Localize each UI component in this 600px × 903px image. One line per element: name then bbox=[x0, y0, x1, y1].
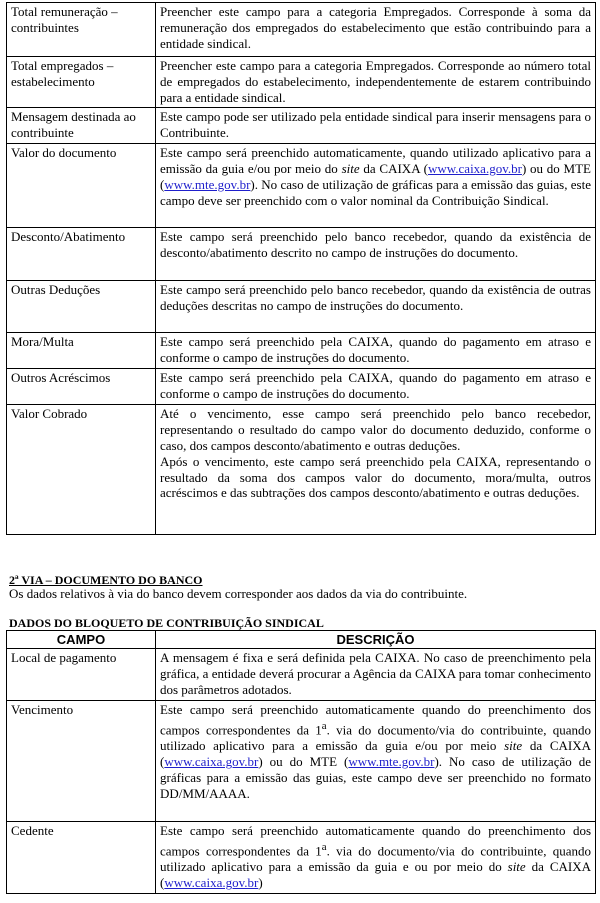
table-row bbox=[7, 649, 596, 701]
field-description: Este campo será preenchido automaticamente quando do preenchimento dos campos correspondentes da 1$^a$. via do documento/via do contribuinte, quando utilizado aplicativo para a emissão da guia e ou por meio do site da CAIXA (www.caixa.gov.br) bbox=[156, 822, 596, 894]
bloqueto-table bbox=[6, 630, 596, 894]
field-description: Preencher este campo para a categoria Empregados. Corresponde à soma da remuneração dos empregados do estabelecimento que estão contribuindo para a entidade sindical. bbox=[156, 3, 596, 57]
field-name: Outras Deduções bbox=[7, 281, 156, 333]
field-description: Este campo será preenchido pela CAIXA, quando do pagamento em atraso e conforme o campo de instruções do documento. bbox=[156, 333, 596, 369]
table-row bbox=[7, 701, 596, 822]
field-description: Este campo será preenchido automaticamente quando do preenchimento dos campos correspondentes da 1$^a$. via do documento/via do contribuinte, quando utilizado aplicativo para a emissão da guia e/ou por meio site da CAIXA (www.caixa.gov.br) ou do MTE (www.mte.gov.br). No caso de utilização de gráficas para a emissão das guias, este campo deve ser preenchido no formato DD/MM/AAAA. bbox=[156, 701, 596, 822]
section-title: DADOS DO BLOQUETO DE CONTRIBUIÇÃO SINDICAL bbox=[9, 616, 324, 630]
field-description: Preencher este campo para a categoria Empregados. Corresponde ao número total de empregados do estabelecimento, independentemente de estarem contribuindo para a entidade sindical. bbox=[156, 57, 596, 108]
table-header bbox=[7, 631, 596, 649]
column-header-campo: CAMPO bbox=[7, 631, 156, 649]
table-row bbox=[7, 405, 596, 535]
field-description: Este campo será preenchido automaticamente, quando utilizado aplicativo para a emissão da guia e/ou por meio do site da CAIXA (www.caixa.gov.br) ou do MTE (www.mte.gov.br). No caso de utilização de gráficas para a emissão das guias, este campo deve ser preenchido com o valor nominal da Contribuição Sindical. bbox=[156, 144, 596, 228]
column-header-descricao: DESCRIÇÃO bbox=[156, 631, 596, 649]
table-row bbox=[7, 144, 596, 228]
mte-link[interactable]: www.mte.gov.br bbox=[164, 176, 251, 192]
section-title: 2ª VIA – DOCUMENTO DO BANCO bbox=[9, 573, 203, 587]
table-row bbox=[7, 57, 596, 108]
field-name: Total remuneração – contribuintes bbox=[7, 3, 156, 57]
fields-table bbox=[6, 2, 596, 535]
table-row bbox=[7, 228, 596, 281]
field-name: Vencimento bbox=[7, 701, 156, 822]
caixa-link[interactable]: www.caixa.gov.br bbox=[164, 875, 259, 891]
caixa-link[interactable]: www.caixa.gov.br bbox=[164, 754, 259, 770]
field-name: Local de pagamento bbox=[7, 649, 156, 701]
table-row bbox=[7, 333, 596, 369]
section-text: Os dados relativos à via do banco devem corresponder aos dados da via do contribuinte. bbox=[9, 586, 468, 601]
field-description: Este campo será preenchido pelo banco recebedor, quando da existência de outras deduções descritas no campo de instruções do documento. bbox=[156, 281, 596, 333]
field-name: Cedente bbox=[7, 822, 156, 894]
field-description: A mensagem é fixa e será definida pela CAIXA. No caso de preenchimento pela gráfica, a entidade deverá procurar a Agência da CAIXA para tomar conhecimento dos parâmetros adotados. bbox=[156, 649, 596, 701]
field-name: Mora/Multa bbox=[7, 333, 156, 369]
field-name: Valor do documento bbox=[7, 144, 156, 228]
table-row bbox=[7, 3, 596, 57]
caixa-link[interactable]: www.caixa.gov.br bbox=[427, 161, 522, 177]
field-description: Este campo pode ser utilizado pela entidade sindical para inserir mensagens para o Contribuinte. bbox=[156, 108, 596, 144]
field-description: Este campo será preenchido pelo banco recebedor, quando da existência de desconto/abatimento descrito no campo de instruções do documento. bbox=[156, 228, 596, 281]
table-row bbox=[7, 108, 596, 144]
field-name: Valor Cobrado bbox=[7, 405, 156, 535]
table-row bbox=[7, 281, 596, 333]
field-name: Mensagem destinada ao contribuinte bbox=[7, 108, 156, 144]
table-row bbox=[7, 822, 596, 894]
field-description: Até o vencimento, esse campo será preenchido pelo banco recebedor, representando o resultado do campo valor do documento deduzido, conforme o caso, dos campos desconto/abatimento e outras deduções. Após o vencimento, este campo será preenchido pela CAIXA, representando o resultado da soma dos campos valor do documento, mora/multa, outros acréscimos e das subtrações dos campos desconto/abatimento e outras deduções. bbox=[156, 405, 596, 535]
field-description: Este campo será preenchido pela CAIXA, quando do pagamento em atraso e conforme o campo de instruções do documento. bbox=[156, 369, 596, 405]
mte-link[interactable]: www.mte.gov.br bbox=[348, 754, 435, 770]
field-name: Total empregados – estabelecimento bbox=[7, 57, 156, 108]
table-row bbox=[7, 369, 596, 405]
field-name: Outros Acréscimos bbox=[7, 369, 156, 405]
field-name: Desconto/Abatimento bbox=[7, 228, 156, 281]
